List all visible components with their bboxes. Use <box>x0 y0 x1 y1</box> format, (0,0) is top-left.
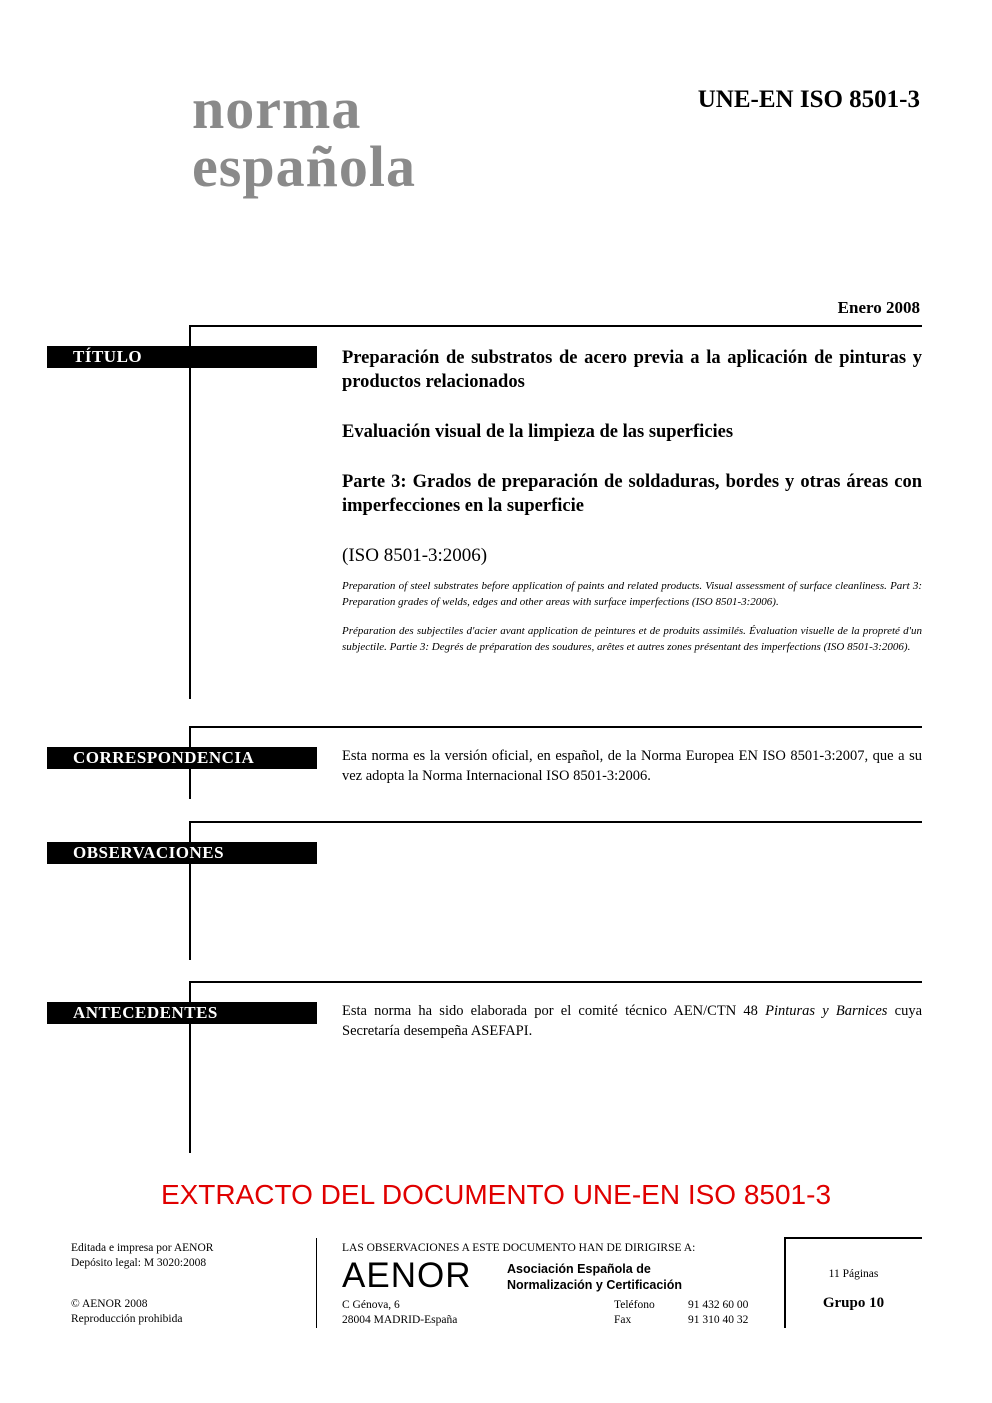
edited-by: Editada e impresa por AENOR <box>71 1242 214 1254</box>
section-label-antecedentes: ANTECEDENTES <box>47 1002 317 1024</box>
english-title: Preparation of steel substrates before application of paints and related products. Visual assessment of surface cleanliness. Part 3: Preparation grades of welds, edges and other areas with surface imperfections (ISO 8501-3:2006). <box>342 580 922 608</box>
titulo-content <box>342 346 922 655</box>
divider <box>190 821 922 823</box>
association-line-2: Normalización y Certificación <box>507 1278 683 1292</box>
association-name <box>507 1261 682 1293</box>
correspondencia-text: Esta norma es la versión oficial, en español, de la Norma Europea EN ISO 8501-3:2007, que a su vez adopta la Norma Internacional ISO 8501-3:2006. <box>342 748 922 784</box>
address-city: 28004 MADRID-España <box>342 1314 458 1326</box>
correspondencia-content <box>342 746 922 786</box>
brand-line-2: española <box>192 134 416 199</box>
antecedentes-text-part: Esta norma ha sido elaborada por el comité técnico AEN/CTN 48 <box>342 1003 766 1019</box>
standard-code: UNE-EN ISO 8501-3 <box>697 86 920 113</box>
aenor-logo: AENOR <box>342 1256 472 1295</box>
copyright-info <box>71 1297 182 1327</box>
page-count: 11 Páginas <box>828 1268 879 1280</box>
address-street: C Génova, 6 <box>342 1299 400 1311</box>
reproduction-notice: Reproducción prohibida <box>71 1313 183 1325</box>
phone-label: Teléfono <box>614 1299 655 1311</box>
divider <box>189 325 191 699</box>
antecedentes-text-part: cuya Secretaría desempeña ASEFAPI. <box>342 1003 923 1039</box>
price-group: Grupo 10 <box>822 1295 885 1311</box>
section-label-titulo: TÍTULO <box>47 346 317 368</box>
copyright: © AENOR 2008 <box>71 1298 148 1310</box>
address <box>342 1298 457 1328</box>
brand-wordmark <box>192 76 416 199</box>
brand-line-1: norma <box>192 76 362 141</box>
committee-name: Pinturas y Barnices <box>765 1003 888 1019</box>
legal-deposit: Depósito legal: M 3020:2008 <box>71 1257 207 1269</box>
association-line-1: Asociación Española de <box>507 1262 651 1276</box>
contact-labels <box>614 1298 655 1328</box>
section-label-observaciones: OBSERVACIONES <box>47 842 317 864</box>
extract-notice: EXTRACTO DEL DOCUMENTO UNE-EN ISO 8501-3 <box>160 1179 832 1210</box>
fax-label: Fax <box>614 1314 632 1326</box>
divider <box>190 981 922 983</box>
section-label-correspondencia: CORRESPONDENCIA <box>47 747 317 769</box>
divider <box>190 325 922 327</box>
contact-numbers <box>688 1298 748 1328</box>
french-title: Préparation des subjectiles d'acier avant application de peintures et de produits assimilés. Évaluation visuelle de la propreté d'un subjectile. Partie 3: Degrés de préparation des soudures, arêtes et autres zones présentant des imperfections (ISO 8501-3:2006). <box>342 625 922 653</box>
observations-notice: LAS OBSERVACIONES A ESTE DOCUMENTO HAN DE DIRIGIRSE A: <box>342 1242 696 1254</box>
title-sub: Evaluación visual de la limpieza de las superficies <box>342 422 734 442</box>
edition-info <box>71 1241 213 1271</box>
iso-reference: (ISO 8501-3:2006) <box>342 545 488 566</box>
fax-number: 91 310 40 32 <box>688 1314 749 1326</box>
divider <box>190 726 922 728</box>
publication-date: Enero 2008 <box>837 298 920 317</box>
phone-number: 91 432 60 00 <box>688 1299 749 1311</box>
divider <box>784 1237 786 1328</box>
divider <box>785 1237 922 1239</box>
antecedentes-content <box>342 1001 922 1041</box>
divider <box>316 1238 317 1328</box>
title-main: Preparación de substratos de acero previa a la aplicación de pinturas y productos relacionados <box>342 348 922 392</box>
antecedentes-text <box>342 1001 922 1041</box>
title-part: Parte 3: Grados de preparación de soldaduras, bordes y otras áreas con imperfecciones en la superficie <box>342 472 922 516</box>
